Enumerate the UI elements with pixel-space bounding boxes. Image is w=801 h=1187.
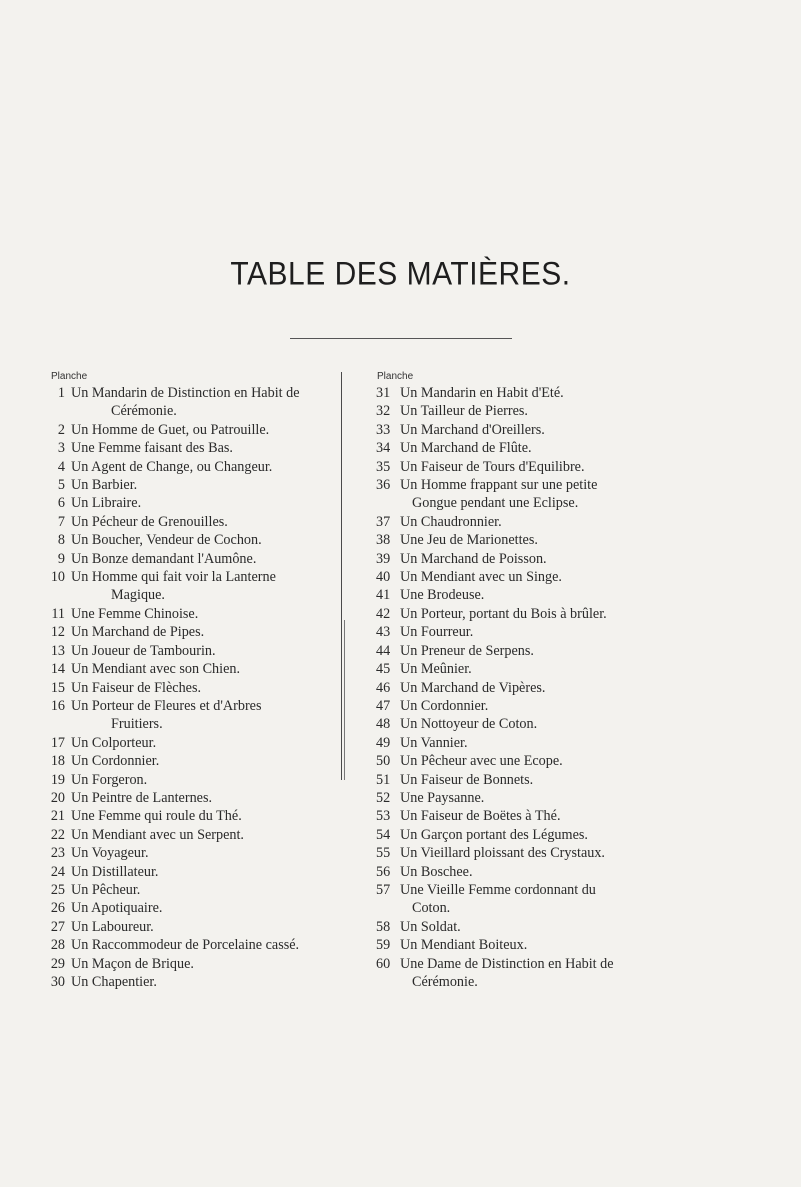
column-header: Planche	[377, 371, 414, 382]
plate-number: 7	[57, 513, 65, 530]
plate-number: 38	[376, 532, 391, 549]
plate-title: Une Dame de Distinction en Habit de	[400, 955, 614, 972]
plate-number: 58	[376, 918, 391, 935]
plate-title: Un Preneur de Serpens.	[400, 642, 534, 659]
plate-title: Un Barbier.	[71, 477, 138, 494]
list-item	[47, 973, 347, 991]
list-item	[47, 826, 347, 844]
plate-number: 32	[376, 403, 391, 420]
list-item	[372, 697, 732, 715]
list-item	[372, 476, 732, 513]
list-item	[47, 918, 347, 936]
list-item	[47, 531, 347, 549]
list-item	[47, 807, 347, 825]
plate-title: Un Fourreur.	[400, 624, 474, 641]
list-item	[47, 771, 347, 789]
plate-title: Un Mendiant avec un Serpent.	[71, 826, 244, 843]
plate-number: 52	[376, 789, 391, 806]
plate-title: Un Mendiant avec un Singe.	[400, 569, 562, 586]
plate-number: 31	[376, 385, 391, 401]
plate-title: Un Homme qui fait voir la Lanterne	[71, 569, 276, 586]
plate-title-continuation: Cérémonie.	[111, 403, 177, 420]
plate-title: Une Femme qui roule du Thé.	[71, 808, 242, 825]
plate-title-continuation: Cérémonie.	[412, 974, 478, 990]
plate-title: Un Mandarin de Distinction en Habit de	[71, 385, 300, 401]
plate-title: Un Marchand de Poisson.	[400, 550, 547, 567]
plate-title: Un Distillateur.	[71, 863, 159, 880]
plate-number: 45	[376, 661, 391, 678]
list-item	[47, 642, 347, 660]
plate-title: Un Peintre de Lanternes.	[71, 789, 213, 806]
list-item	[47, 863, 347, 881]
list-item	[47, 476, 347, 494]
plate-number: 47	[376, 697, 391, 714]
plate-title: Un Garçon portant des Légumes.	[400, 826, 588, 843]
list-item	[372, 439, 732, 457]
plate-title-continuation: Magique.	[111, 587, 165, 604]
plate-title: Un Mandarin en Habit d'Eté.	[400, 385, 564, 401]
list-item	[47, 384, 347, 421]
plate-number: 46	[376, 679, 391, 696]
plate-title: Un Chapentier.	[71, 974, 157, 990]
list-item	[47, 513, 347, 531]
plate-number: 27	[50, 918, 65, 935]
list-item	[372, 771, 732, 789]
list-item	[372, 844, 732, 862]
plate-title: Un Agent de Change, ou Changeur.	[71, 458, 273, 475]
plate-number: 26	[50, 900, 65, 917]
plate-number: 37	[376, 513, 391, 530]
plate-title: Un Faiseur de Flèches.	[71, 679, 202, 696]
plate-title-continuation: Gongue pendant une Eclipse.	[412, 495, 579, 512]
plate-title: Un Mendiant avec son Chien.	[71, 661, 241, 678]
plate-number: 60	[376, 955, 391, 972]
plate-title: Une Brodeuse.	[400, 587, 485, 604]
list-item	[47, 844, 347, 862]
plate-number: 13	[50, 642, 65, 659]
plate-title: Un Forgeron.	[71, 771, 148, 788]
plate-number: 5	[57, 477, 65, 494]
page-title: TABLE DES MATIÈRES.	[230, 256, 571, 293]
plate-number: 16	[50, 697, 65, 714]
plate-number: 21	[50, 808, 65, 825]
list-item	[372, 623, 732, 641]
plate-title: Une Femme faisant des Bas.	[71, 440, 233, 457]
plate-title: Un Chaudronnier.	[400, 513, 502, 530]
list-item	[47, 789, 347, 807]
list-item	[47, 605, 347, 623]
plate-number: 17	[50, 734, 65, 751]
list-item	[47, 494, 347, 512]
plate-title: Une Jeu de Marionettes.	[400, 532, 538, 549]
list-item	[372, 550, 732, 568]
list-item	[372, 807, 732, 825]
list-item	[47, 458, 347, 476]
plate-title: Un Maçon de Brique.	[71, 955, 194, 972]
plate-title: Un Marchand de Flûte.	[400, 440, 532, 457]
plate-number: 50	[376, 753, 391, 770]
plate-title: Un Apotiquaire.	[71, 900, 163, 917]
plate-title-continuation: Coton.	[412, 900, 451, 917]
plate-number: 51	[376, 771, 391, 788]
plate-number: 43	[376, 624, 391, 641]
plate-number: 55	[376, 845, 391, 862]
list-item	[47, 660, 347, 678]
list-item	[47, 439, 347, 457]
list-item	[372, 936, 732, 954]
plate-title: Un Nottoyeur de Coton.	[400, 716, 538, 733]
entry-list	[47, 384, 347, 991]
plate-number: 56	[376, 863, 391, 880]
plate-number: 54	[376, 826, 391, 843]
plate-title: Un Cordonnier.	[71, 753, 160, 770]
list-item	[372, 789, 732, 807]
plate-title: Un Pêcheur avec une Ecope.	[400, 753, 563, 770]
plate-number: 36	[376, 477, 391, 494]
plate-title: Une Vieille Femme cordonnant du	[400, 881, 596, 898]
list-item	[372, 513, 732, 531]
plate-number: 48	[376, 716, 391, 733]
list-item	[372, 605, 732, 623]
plate-title: Un Cordonnier.	[400, 697, 489, 714]
plate-number: 39	[376, 550, 391, 567]
list-item	[47, 421, 347, 439]
plate-title: Un Vieillard ploissant des Crystaux.	[400, 845, 605, 862]
plate-title: Un Boucher, Vendeur de Cochon.	[71, 532, 262, 549]
plate-number: 2	[57, 421, 65, 438]
plate-title: Un Libraire.	[71, 495, 142, 512]
plate-number: 4	[57, 458, 65, 475]
plate-title: Un Homme frappant sur une petite	[400, 477, 598, 494]
list-item	[372, 568, 732, 586]
plate-title: Un Joueur de Tambourin.	[71, 642, 216, 659]
list-item	[372, 421, 732, 439]
plate-number: 10	[50, 569, 65, 586]
list-item	[47, 568, 347, 605]
plate-number: 19	[50, 771, 65, 788]
plate-title: Un Meûnier.	[400, 661, 472, 678]
list-item	[47, 679, 347, 697]
list-item	[47, 623, 347, 641]
plate-title: Un Homme de Guet, ou Patrouille.	[71, 421, 270, 438]
plate-number: 42	[376, 605, 391, 622]
plate-number: 25	[50, 881, 65, 898]
list-item	[372, 955, 732, 992]
plate-title: Un Pêcheur.	[71, 881, 141, 898]
column-divider	[341, 372, 342, 780]
list-item	[47, 752, 347, 770]
list-item	[47, 936, 347, 954]
plate-number: 29	[50, 955, 65, 972]
plate-title: Un Pécheur de Grenouilles.	[71, 513, 228, 530]
plate-title: Un Boschee.	[400, 863, 473, 880]
plate-title: Un Faiseur de Tours d'Equilibre.	[400, 458, 585, 475]
plate-title-continuation: Fruitiers.	[111, 716, 163, 733]
list-item	[372, 881, 732, 918]
list-item	[47, 734, 347, 752]
title-divider	[290, 338, 512, 339]
plate-number: 57	[376, 881, 391, 898]
list-item	[47, 550, 347, 568]
list-item	[372, 734, 732, 752]
plate-title: Un Porteur, portant du Bois à brûler.	[400, 605, 607, 622]
list-item	[47, 881, 347, 899]
plate-number: 40	[376, 569, 391, 586]
plate-title: Un Faiseur de Boëtes à Thé.	[400, 808, 561, 825]
right-column	[372, 370, 732, 991]
plate-title: Un Porteur de Fleures et d'Arbres	[71, 697, 262, 714]
plate-number: 18	[50, 753, 65, 770]
plate-number: 11	[51, 605, 65, 622]
plate-number: 14	[50, 661, 65, 678]
plate-title: Un Colporteur.	[71, 734, 157, 751]
list-item	[372, 752, 732, 770]
list-item	[372, 402, 732, 420]
plate-number: 24	[50, 863, 65, 880]
entry-list	[372, 384, 732, 991]
plate-number: 9	[57, 550, 65, 567]
plate-title: Un Soldat.	[400, 918, 461, 935]
list-item	[47, 955, 347, 973]
plate-number: 28	[50, 937, 65, 954]
plate-number: 22	[50, 826, 65, 843]
plate-title: Un Laboureur.	[71, 918, 154, 935]
plate-number: 30	[50, 974, 65, 990]
list-item	[372, 384, 732, 402]
plate-title: Un Voyageur.	[71, 845, 149, 862]
list-item	[372, 826, 732, 844]
plate-number: 3	[57, 440, 65, 457]
plate-number: 6	[57, 495, 65, 512]
plate-title: Un Raccommodeur de Porcelaine cassé.	[71, 937, 300, 954]
plate-title: Une Femme Chinoise.	[71, 605, 199, 622]
plate-number: 41	[376, 587, 391, 604]
plate-number: 8	[57, 532, 65, 549]
plate-number: 44	[376, 642, 391, 659]
plate-title: Un Mendiant Boiteux.	[400, 937, 528, 954]
plate-title: Un Marchand d'Oreillers.	[400, 421, 545, 438]
plate-number: 15	[50, 679, 65, 696]
list-item	[372, 679, 732, 697]
list-item	[372, 586, 732, 604]
plate-number: 33	[376, 421, 391, 438]
plate-title: Un Bonze demandant l'Aumône.	[71, 550, 257, 567]
plate-number: 23	[50, 845, 65, 862]
plate-title: Un Marchand de Vipères.	[400, 679, 546, 696]
list-item	[372, 918, 732, 936]
plate-title: Un Marchand de Pipes.	[71, 624, 205, 641]
list-item	[372, 660, 732, 678]
plate-title: Un Faiseur de Bonnets.	[400, 771, 534, 788]
plate-title: Un Tailleur de Pierres.	[400, 403, 528, 420]
plate-number: 59	[376, 937, 391, 954]
list-item	[372, 642, 732, 660]
list-item	[372, 863, 732, 881]
plate-number: 35	[376, 458, 391, 475]
plate-number: 49	[376, 734, 391, 751]
plate-number: 12	[50, 624, 65, 641]
list-item	[47, 697, 347, 734]
column-divider	[344, 620, 345, 780]
column-header: Planche	[51, 371, 88, 382]
list-item	[47, 899, 347, 917]
plate-number: 34	[376, 440, 391, 457]
plate-number: 53	[376, 808, 391, 825]
list-item	[372, 531, 732, 549]
list-item	[372, 715, 732, 733]
left-column	[47, 370, 347, 991]
plate-number: 1	[57, 385, 65, 401]
plate-number: 20	[50, 789, 65, 806]
list-item	[372, 458, 732, 476]
plate-title: Une Paysanne.	[400, 789, 485, 806]
plate-title: Un Vannier.	[400, 734, 468, 751]
